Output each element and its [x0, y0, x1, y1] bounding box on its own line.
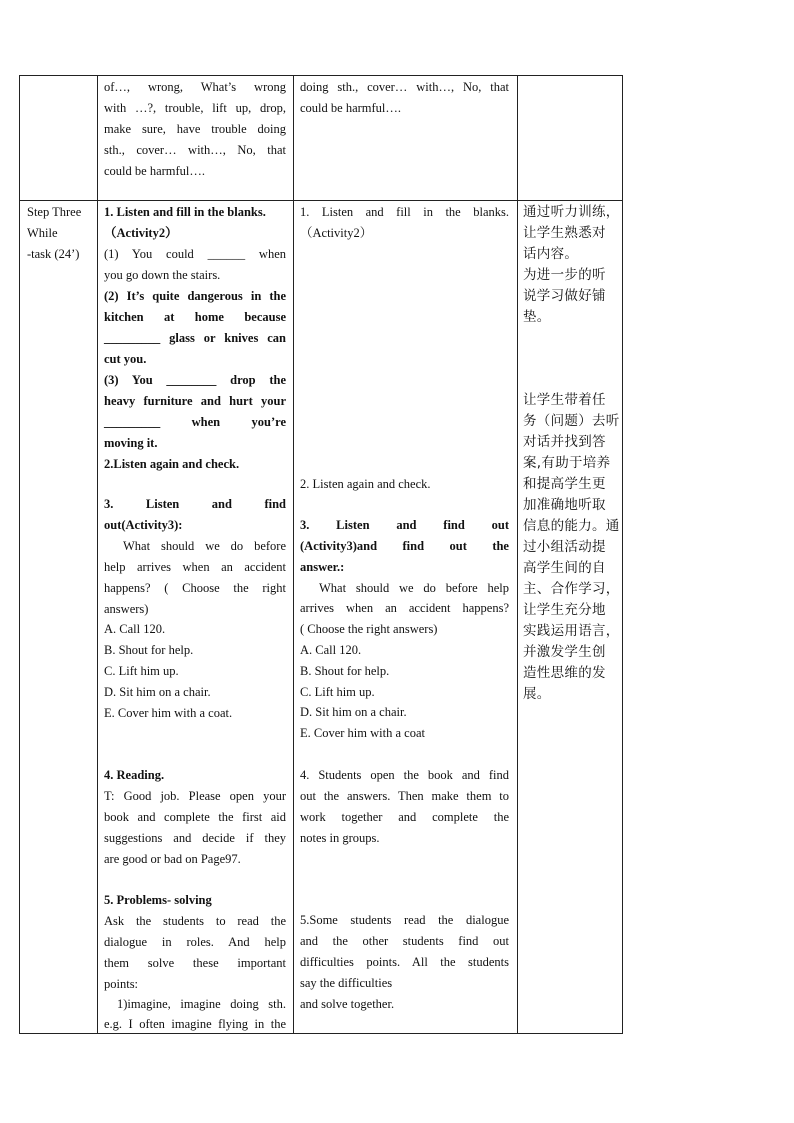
purpose-line: 话内容。	[523, 246, 579, 262]
activity-heading: answer.:	[300, 560, 345, 574]
text-line: doing sth., cover… with…, No, that	[300, 80, 509, 94]
text-line: them solve these important	[104, 956, 286, 970]
purpose-line: 信息的能力。通	[523, 518, 620, 534]
activity-heading: out(Activity3):	[104, 518, 183, 532]
purpose-line: 高学生间的自	[523, 560, 606, 576]
option-item: B. Shout for help.	[300, 664, 390, 678]
text-line: What should we do before	[123, 539, 286, 553]
purpose-line: 并激发学生创	[523, 644, 606, 660]
text-line: T: Good job. Please open your	[104, 789, 286, 803]
text-line: (3) You ________ drop the	[104, 373, 286, 387]
text-line: work together and complete the	[300, 810, 509, 824]
text-line: 1)imagine, imagine doing sth.	[117, 997, 286, 1011]
text-line: What should we do before help	[319, 581, 509, 595]
purpose-line: 让学生带着任	[523, 392, 606, 408]
purpose-line: 造性思维的发	[523, 665, 606, 681]
purpose-line: 实践运用语言，	[523, 623, 620, 639]
text-line: with …?, trouble, lift up, drop,	[104, 101, 286, 115]
text-line: 2. Listen again and check.	[300, 477, 431, 491]
text-line: help arrives when an accident	[104, 560, 286, 574]
activity-heading: 5. Problems- solving	[104, 893, 212, 907]
column-divider	[517, 76, 518, 1033]
text-line: ( Choose the right answers)	[300, 622, 438, 636]
option-item: A. Call 120.	[300, 643, 362, 657]
option-item: B. Shout for help.	[104, 643, 194, 657]
text-line: (2) It’s quite dangerous in the	[104, 289, 286, 303]
text-line: are good or bad on Page97.	[104, 852, 241, 866]
option-item: D. Sit him on a chair.	[300, 705, 407, 719]
text-line: could be harmful….	[300, 101, 402, 115]
purpose-line: 展。	[523, 686, 551, 702]
purpose-line: 加准确地听取	[523, 497, 606, 513]
text-line: Ask the students to read the	[104, 914, 286, 928]
purpose-line: 垫。	[523, 309, 551, 325]
text-line: and the other students find out	[300, 934, 509, 948]
row-divider	[20, 200, 622, 201]
text-line: arrives when an accident happens?	[300, 601, 509, 615]
purpose-line: 案,有助于培养	[523, 455, 611, 471]
text-line: sth., cover… with…, No, that	[104, 143, 286, 157]
activity-ref: （Activity2）	[104, 226, 178, 240]
column-divider	[293, 76, 294, 1033]
text-line: moving it.	[104, 436, 158, 450]
text-line: happens? ( Choose the right	[104, 581, 286, 595]
text-line: heavy furniture and hurt your	[104, 394, 286, 408]
text-line: difficulties points. All the students	[300, 955, 509, 969]
purpose-line: 通过听力训练，	[523, 204, 620, 220]
option-item: C. Lift him up.	[104, 664, 179, 678]
text-line: and solve together.	[300, 997, 395, 1011]
text-line: you go down the stairs.	[104, 268, 221, 282]
text-line: 5.Some students read the dialogue	[300, 913, 509, 927]
text-line: of…, wrong, What’s wrong	[104, 80, 286, 94]
text-line: 1. Listen and fill in the blanks.	[300, 205, 509, 219]
text-line: (1) You could ______ when	[104, 247, 286, 261]
activity-heading: 1. Listen and fill in the blanks.	[104, 205, 266, 219]
purpose-line: 说学习做好铺	[523, 288, 606, 304]
option-item: C. Lift him up.	[300, 685, 375, 699]
purpose-line: 对话并找到答	[523, 434, 606, 450]
step-phase: While	[27, 226, 58, 240]
text-line: could be harmful….	[104, 164, 206, 178]
purpose-line: 让学生充分地	[523, 602, 606, 618]
activity-heading: 3. Listen and find out	[300, 518, 509, 532]
option-item: D. Sit him on a chair.	[104, 685, 211, 699]
text-line: _________ when you’re	[104, 415, 286, 429]
option-item: A. Call 120.	[104, 622, 166, 636]
text-line: say the difficulties	[300, 976, 393, 990]
step-time: -task (24’)	[27, 247, 80, 261]
activity-heading: 3. Listen and find	[104, 497, 286, 511]
text-line: points:	[104, 977, 139, 991]
text-line: 4. Students open the book and find	[300, 768, 509, 782]
text-line: suggestions and decide if they	[104, 831, 286, 845]
activity-heading: (Activity3)and find out the	[300, 539, 509, 553]
purpose-line: 为进一步的听	[523, 267, 606, 283]
text-line: _________ glass or knives can	[104, 331, 286, 345]
purpose-line: 和提高学生更	[523, 476, 606, 492]
text-line: book and complete the first aid	[104, 810, 286, 824]
option-item: E. Cover him with a coat	[300, 726, 425, 740]
activity-heading: 4. Reading.	[104, 768, 165, 782]
activity-heading: 2.Listen again and check.	[104, 457, 240, 471]
purpose-line: 让学生熟悉对	[523, 225, 606, 241]
purpose-line: 主、合作学习，	[523, 581, 620, 597]
text-line: cut you.	[104, 352, 147, 366]
text-line: （Activity2）	[300, 226, 373, 240]
text-line: dialogue in roles. And help	[104, 935, 286, 949]
text-line: e.g. I often imagine flying in the	[104, 1017, 286, 1031]
text-line: make sure, have trouble doing	[104, 122, 286, 136]
text-line: answers)	[104, 602, 149, 616]
purpose-line: 务（问题）去听	[523, 413, 620, 429]
purpose-line: 过小组活动提	[523, 539, 606, 555]
text-line: notes in groups.	[300, 831, 380, 845]
text-line: out the answers. Then make them to	[300, 789, 509, 803]
step-title: Step Three	[27, 205, 82, 219]
column-divider	[97, 76, 98, 1033]
text-line: kitchen at home because	[104, 310, 286, 324]
option-item: E. Cover him with a coat.	[104, 706, 233, 720]
